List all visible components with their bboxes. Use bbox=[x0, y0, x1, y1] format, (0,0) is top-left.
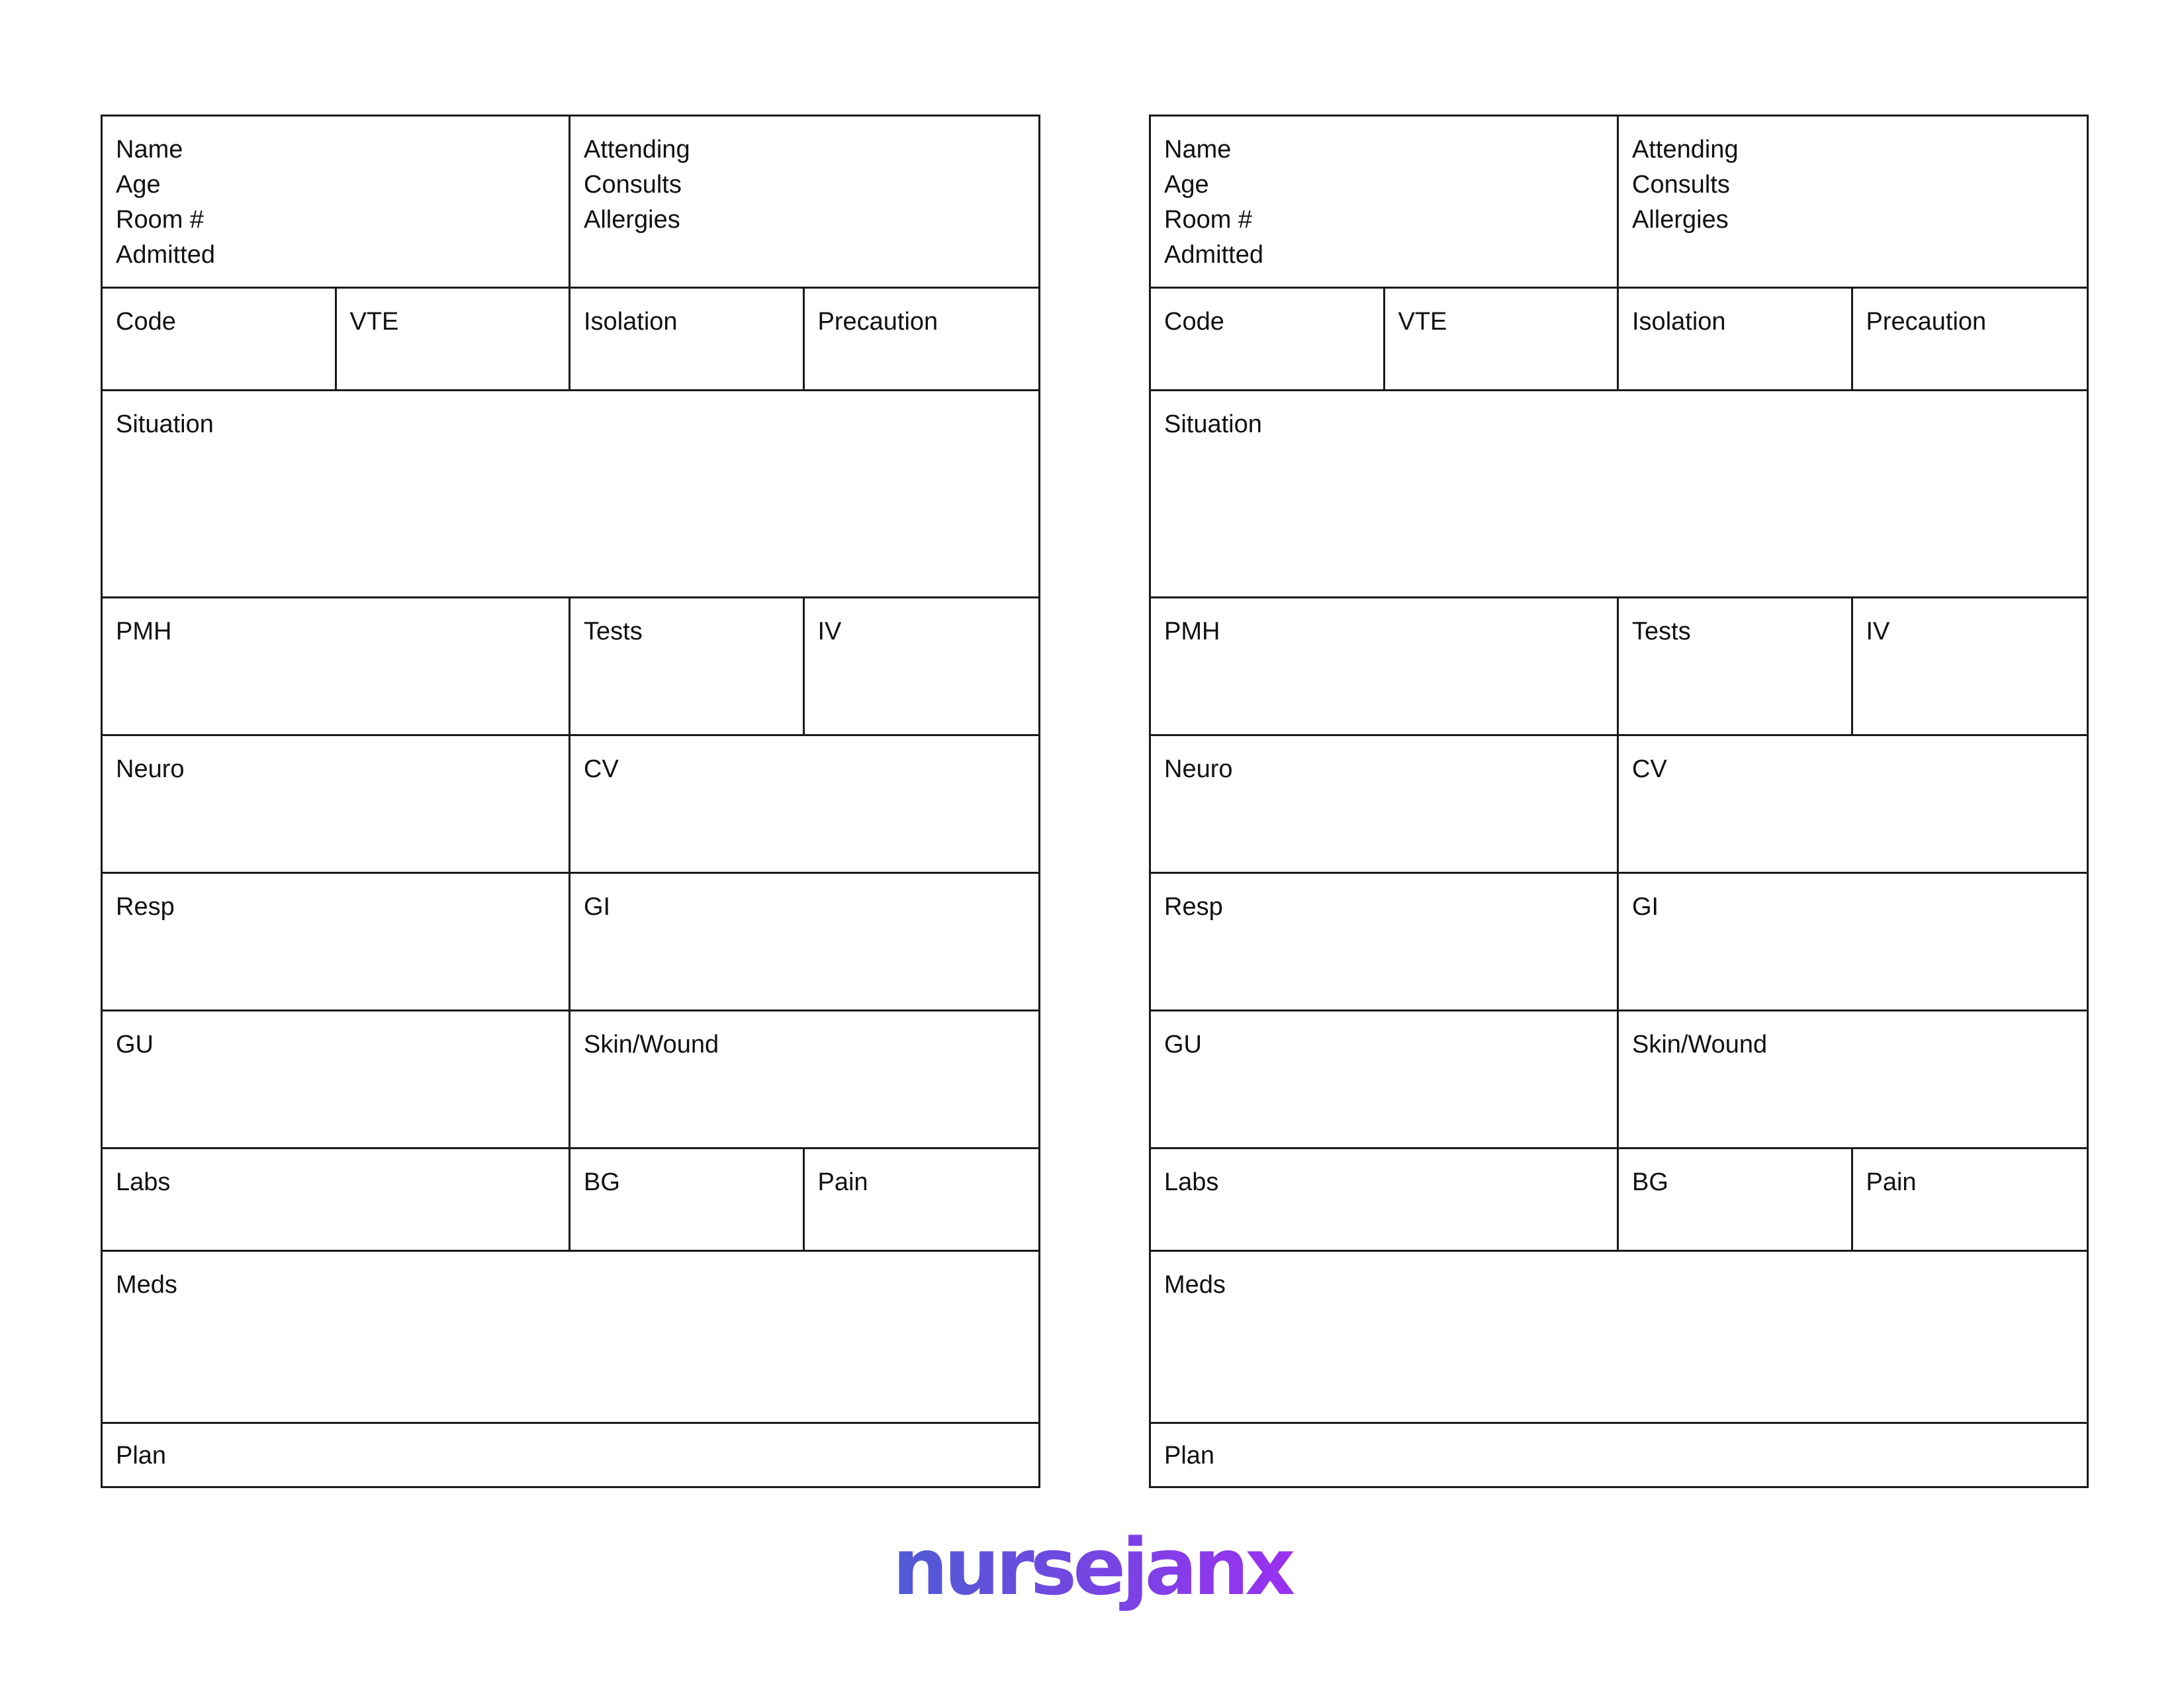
tests-label: Tests bbox=[584, 618, 643, 645]
skin-wound-cell[interactable] bbox=[1619, 1011, 2087, 1149]
gu-cell[interactable] bbox=[1151, 1011, 1619, 1149]
bg-cell[interactable] bbox=[1619, 1149, 1853, 1252]
isolation-cell[interactable] bbox=[1619, 289, 1853, 391]
tests-label: Tests bbox=[1632, 618, 1691, 645]
situation-label: Situation bbox=[1164, 410, 1262, 438]
vte-label: VTE bbox=[1398, 308, 1447, 336]
code-cell[interactable] bbox=[1151, 289, 1385, 391]
precaution-cell[interactable] bbox=[1853, 289, 2087, 391]
vte-cell[interactable] bbox=[337, 289, 571, 391]
iv-cell[interactable] bbox=[805, 598, 1039, 736]
report-sheet-right bbox=[1149, 115, 2089, 1488]
neuro-cell[interactable] bbox=[1151, 736, 1619, 874]
tests-cell[interactable] bbox=[570, 598, 805, 736]
attending-label: Attending bbox=[584, 136, 690, 164]
plan-label: Plan bbox=[1164, 1442, 1215, 1470]
gi-label: GI bbox=[1632, 893, 1659, 921]
isolation-label: Isolation bbox=[584, 308, 678, 336]
iv-label: IV bbox=[1866, 618, 1890, 645]
logo-wordmark bbox=[887, 1516, 1297, 1622]
meds-label: Meds bbox=[116, 1271, 177, 1299]
plan-cell[interactable] bbox=[1151, 1424, 2087, 1490]
age-label: Age bbox=[116, 171, 161, 199]
consults-label: Consults bbox=[584, 171, 682, 199]
cv-label: CV bbox=[1632, 755, 1667, 783]
pmh-label: PMH bbox=[116, 618, 172, 645]
tests-cell[interactable] bbox=[1619, 598, 1853, 736]
vte-label: VTE bbox=[349, 308, 399, 336]
name-label: Name bbox=[116, 136, 183, 164]
gi-label: GI bbox=[584, 893, 611, 921]
gu-label: GU bbox=[116, 1031, 154, 1058]
meds-cell[interactable] bbox=[103, 1252, 1038, 1424]
meds-cell[interactable] bbox=[1151, 1252, 2087, 1424]
allergies-label: Allergies bbox=[1632, 206, 1729, 234]
report-sheet-left bbox=[101, 115, 1040, 1488]
cv-cell[interactable] bbox=[1619, 736, 2087, 874]
resp-label: Resp bbox=[1164, 893, 1223, 921]
skin-wound-label: Skin/Wound bbox=[584, 1031, 719, 1058]
admitted-label: Admitted bbox=[116, 241, 215, 269]
vte-cell[interactable] bbox=[1385, 289, 1619, 391]
skin-wound-cell[interactable] bbox=[570, 1011, 1038, 1149]
gu-cell[interactable] bbox=[103, 1011, 570, 1149]
gi-cell[interactable] bbox=[570, 874, 1038, 1011]
iv-cell[interactable] bbox=[1853, 598, 2087, 736]
code-label: Code bbox=[1164, 308, 1224, 336]
logo-text: nursejanx bbox=[892, 1521, 1292, 1613]
gu-label: GU bbox=[1164, 1031, 1202, 1058]
iv-label: IV bbox=[817, 618, 842, 645]
plan-label: Plan bbox=[116, 1442, 167, 1470]
precaution-label: Precaution bbox=[817, 308, 938, 336]
bg-label: BG bbox=[584, 1168, 620, 1196]
code-label: Code bbox=[116, 308, 176, 336]
consults-label: Consults bbox=[1632, 171, 1730, 199]
resp-label: Resp bbox=[116, 893, 175, 921]
neuro-label: Neuro bbox=[116, 755, 185, 783]
care-team-cell[interactable] bbox=[1619, 117, 2087, 289]
name-label: Name bbox=[1164, 136, 1232, 164]
pmh-cell[interactable] bbox=[103, 598, 570, 736]
gi-cell[interactable] bbox=[1619, 874, 2087, 1011]
labs-label: Labs bbox=[1164, 1168, 1219, 1196]
situation-cell[interactable] bbox=[103, 391, 1038, 598]
pain-cell[interactable] bbox=[1853, 1149, 2087, 1252]
resp-cell[interactable] bbox=[1151, 874, 1619, 1011]
pain-label: Pain bbox=[1866, 1168, 1917, 1196]
skin-wound-label: Skin/Wound bbox=[1632, 1031, 1768, 1058]
pain-cell[interactable] bbox=[805, 1149, 1039, 1252]
precaution-cell[interactable] bbox=[805, 289, 1039, 391]
code-cell[interactable] bbox=[103, 289, 337, 391]
cv-label: CV bbox=[584, 755, 619, 783]
plan-cell[interactable] bbox=[103, 1424, 1038, 1490]
admitted-label: Admitted bbox=[1164, 241, 1263, 269]
situation-label: Situation bbox=[116, 410, 214, 438]
labs-cell[interactable] bbox=[103, 1149, 570, 1252]
neuro-cell[interactable] bbox=[103, 736, 570, 874]
patient-info-cell[interactable] bbox=[1151, 117, 1619, 289]
bg-cell[interactable] bbox=[570, 1149, 805, 1252]
labs-cell[interactable] bbox=[1151, 1149, 1619, 1252]
patient-info-cell[interactable] bbox=[103, 117, 570, 289]
pmh-label: PMH bbox=[1164, 618, 1220, 645]
nursejanx-logo bbox=[0, 1516, 2184, 1625]
neuro-label: Neuro bbox=[1164, 755, 1233, 783]
pmh-cell[interactable] bbox=[1151, 598, 1619, 736]
attending-label: Attending bbox=[1632, 136, 1739, 164]
meds-label: Meds bbox=[1164, 1271, 1226, 1299]
cv-cell[interactable] bbox=[570, 736, 1038, 874]
labs-label: Labs bbox=[116, 1168, 171, 1196]
age-label: Age bbox=[1164, 171, 1209, 199]
situation-cell[interactable] bbox=[1151, 391, 2087, 598]
care-team-cell[interactable] bbox=[570, 117, 1038, 289]
resp-cell[interactable] bbox=[103, 874, 570, 1011]
precaution-label: Precaution bbox=[1866, 308, 1987, 336]
room-label: Room # bbox=[116, 206, 205, 234]
allergies-label: Allergies bbox=[584, 206, 680, 234]
pain-label: Pain bbox=[817, 1168, 868, 1196]
room-label: Room # bbox=[1164, 206, 1253, 234]
isolation-label: Isolation bbox=[1632, 308, 1726, 336]
bg-label: BG bbox=[1632, 1168, 1668, 1196]
isolation-cell[interactable] bbox=[570, 289, 805, 391]
